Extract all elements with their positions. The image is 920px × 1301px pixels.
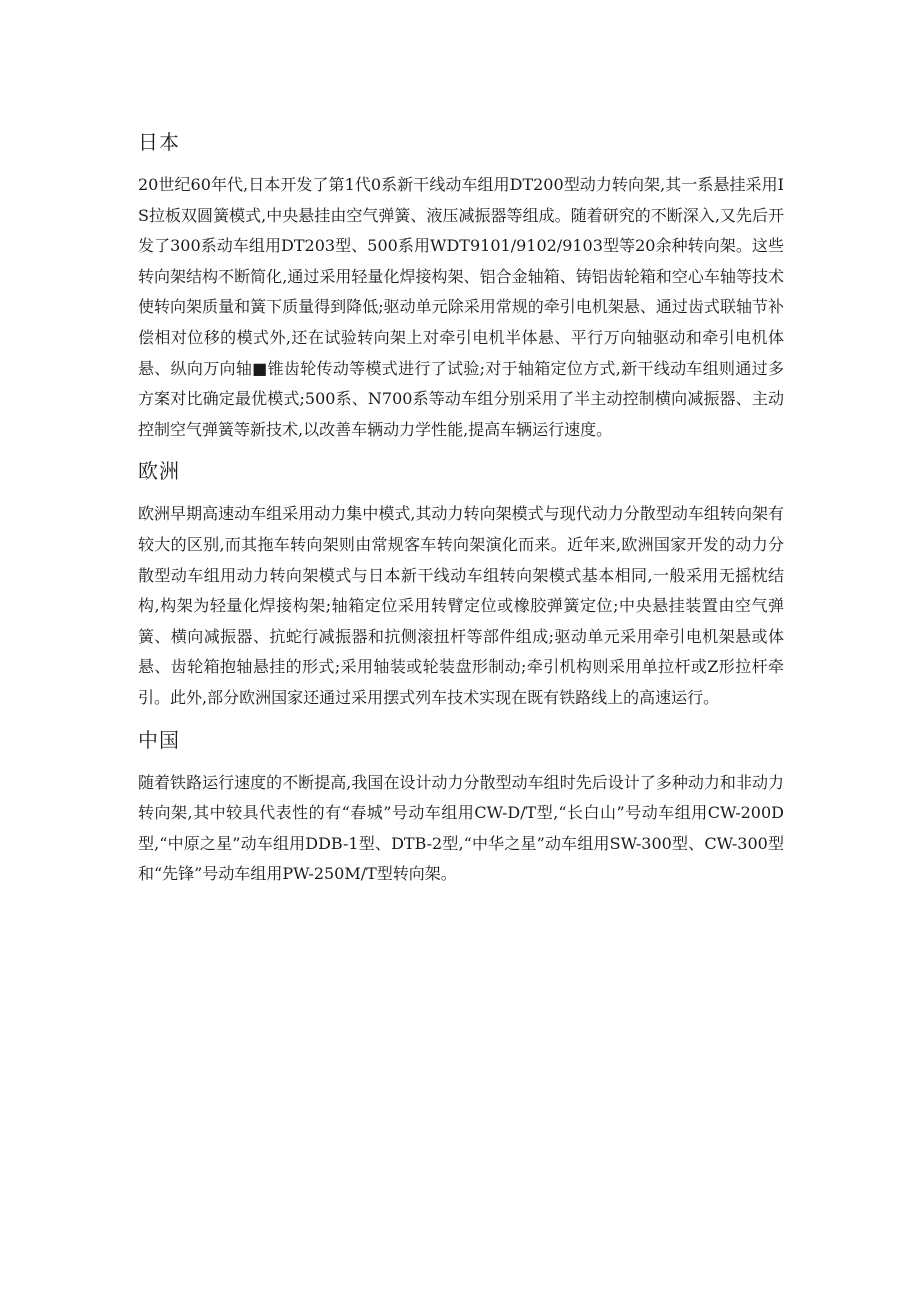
document-page <box>138 124 784 898</box>
section-body-europe: 欧洲早期高速动车组采用动力集中模式,其动力转向架模式与现代动力分散型动车组转向架有较大的区别,而其拖车转向架则由常规客车转向架演化而来。近年来,欧洲国家开发的动力分散型动车组用动力转向架模式与日本新干线动车组转向架模式基本相同,一般采用无摇枕结构,构架为轻量化焊接构架;轴箱定位采用转臂定位或橡胶弹簧定位;中央悬挂装置由空气弹簧、横向减振器、抗蛇行减振器和抗侧滚扭杆等部件组成;驱动单元采用牵引电机架悬或体悬、齿轮箱抱轴悬挂的形式;采用轴装或轮装盘形制动;牵引机构则采用单拉杆或Z形拉杆牵引。此外,部分欧洲国家还通过采用摆式列车技术实现在既有铁路线上的高速运行。 <box>138 504 784 707</box>
section-china <box>138 722 784 890</box>
section-japan <box>138 124 784 445</box>
section-body-japan: 20世纪60年代,日本开发了第1代0系新干线动车组用DT200型动力转向架,其一系悬挂采用IS拉板双圆簧模式,中央悬挂由空气弹簧、液压减振器等组成。随着研究的不断深入,又先后开发了300系动车组用DT203型、500系用WDT9101/9102/9103型等20余种转向架。这些转向架结构不断简化,通过采用轻量化焊接构架、铝合金轴箱、铸铝齿轮箱和空心车轴等技术使转向架质量和簧下质量得到降低;驱动单元除采用常规的牵引电机架悬、通过齿式联轴节补偿相对位移的模式外,还在试验转向架上对牵引电机半体悬、平行万向轴驱动和牵引电机体悬、纵向万向轴■锥齿轮传动等模式进行了试验;对于轴箱定位方式,新干线动车组则通过多方案对比确定最优模式;500系、N700系等动车组分别采用了半主动控制横向减振器、主动控制空气弹簧等新技术,以改善车辆动力学性能,提高车辆运行速度。 <box>138 175 784 439</box>
section-heading-japan: 日本 <box>138 130 180 154</box>
section-body-china: 随着铁路运行速度的不断提高,我国在设计动力分散型动车组时先后设计了多种动力和非动力转向架,其中较具代表性的有“春城”号动车组用CW-D/T型,“长白山”号动车组用CW-200D型,“中原之星”动车组用DDB-1型、DTB-2型,“中华之星”动车组用SW-300型、CW-300型和“先锋”号动车组用PW-250M/T型转向架。 <box>138 772 784 884</box>
section-europe <box>138 453 784 713</box>
section-heading-europe: 欧洲 <box>138 459 180 484</box>
section-heading-china: 中国 <box>138 727 180 752</box>
